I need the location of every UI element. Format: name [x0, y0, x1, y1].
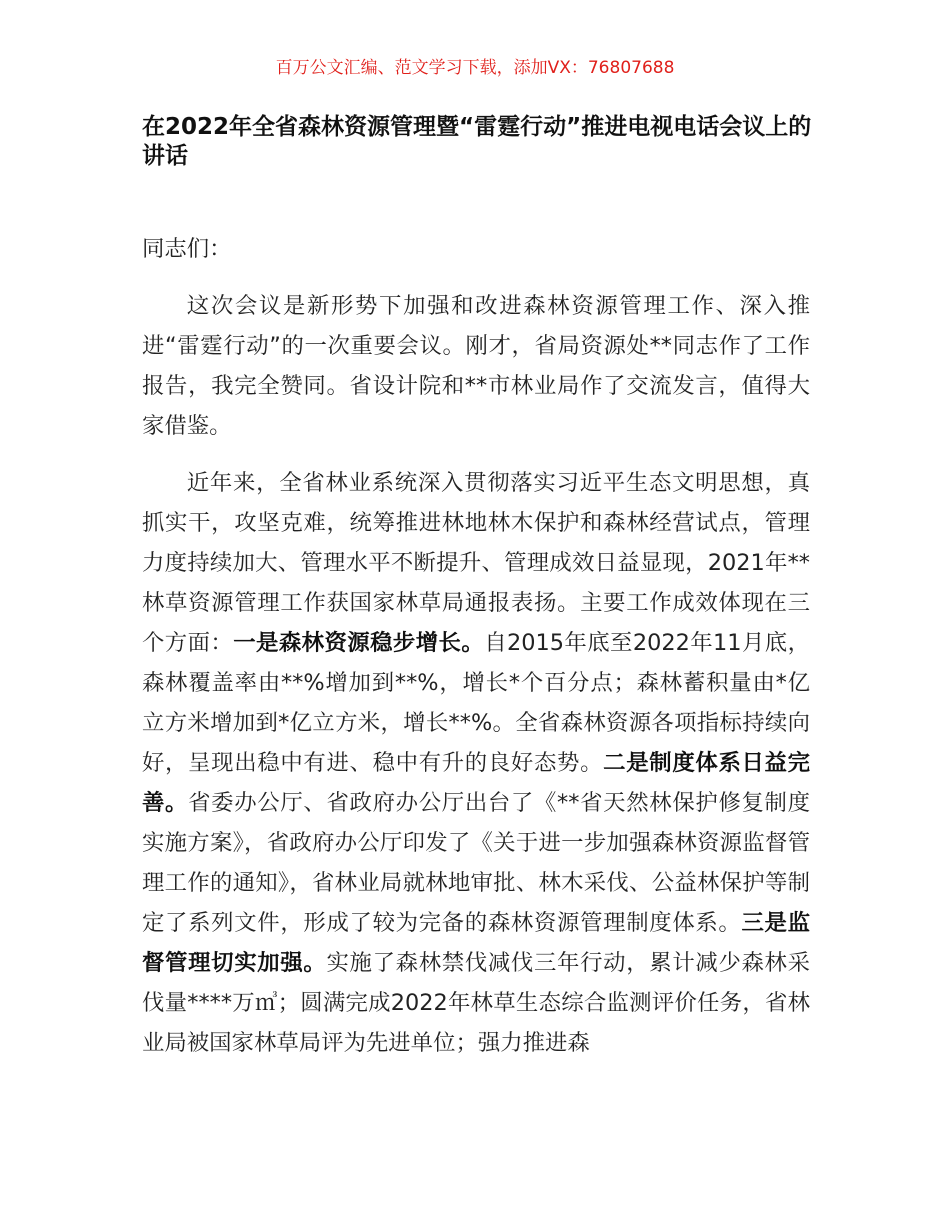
point2-text: 省委办公厅、省政府办公厅出台了《**省天然林保护修复制度实施方案》，省政府办公厅印发了《关于进一步加强森林资源监督管理工作的通知》，省林业局就林地审批、林木采伐、公益林保护等制定了系列文件，形成了较为完备的森林资源管理制度体系。 [142, 790, 811, 936]
document-title: 在2022年全省森林资源管理暨“雷霆行动”推进电视电话会议上的讲话 [142, 114, 812, 169]
achievements-intro: 近年来，全省林业系统深入贯彻落实习近平生态文明思想，真抓实干，攻坚克难，统筹推进林地林木保护和森林经营试点，管理力度持续加大、管理水平不断提升、管理成效日益显现，2021年**林草资源管理工作获国家林草局通报表扬。主要工作成效体现在三个方面： [142, 470, 810, 656]
point1-heading: 一是森林资源稳步增长。 [233, 630, 485, 656]
point2-heading: 二是制度体系日益完善。 [142, 750, 811, 816]
paragraph-meeting-intro: 这次会议是新形势下加强和改进森林资源管理工作、深入推进“雷霆行动”的一次重要会议。刚才，省局资源处**同志作了工作报告，我完全赞同。省设计院和**市林业局作了交流发言，值得大家借鉴。 [142, 293, 810, 439]
point3-heading: 三是监督管理切实加强。 [142, 910, 811, 976]
document-body [142, 229, 810, 1063]
point3-text: 实施了森林禁伐减伐三年行动，累计减少森林采伐量****万㎥；圆满完成2022年林草生态综合监测评价任务，省林业局被国家林草局评为先进单位；强力推进森 [142, 950, 811, 1056]
salutation: 同志们： [142, 236, 232, 262]
paragraph-achievements [142, 463, 810, 1063]
header-promo-note: 百万公文汇编、范文学习下载，添加VX：76807688 [275, 58, 675, 78]
point1-text: 自2015年底至2022年11月底，森林覆盖率由**%增加到**%，增长*个百分点；森林蓄积量由*亿立方米增加到*亿立方米，增长**%。全省森林资源各项指标持续向好，呈现出稳中有进、稳中有升的良好态势。 [142, 630, 810, 776]
